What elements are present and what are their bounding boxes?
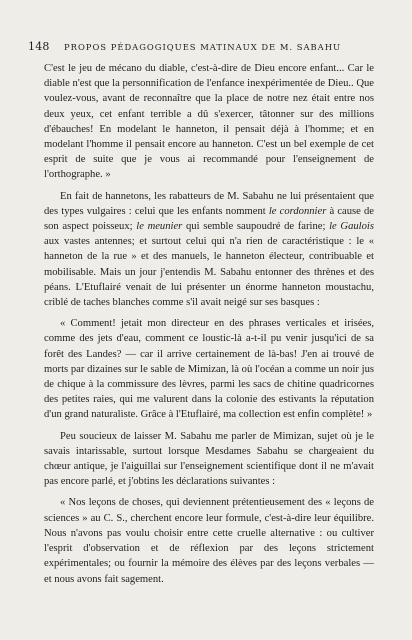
paragraph-3: « Comment! jetait mon directeur en des phrases verticales et irisées, comme des jets d'eau, comment ce loustic-là a-t-il pu venir jusqu'ici de sa forêt des Landes? — car il arrive certainement de là-bas! J'en ai trouvé de morts par dizaines sur le sable de Mimizan, là où l'océan a comme un noir jus de chique à la commissure des lèvres, parmi les sacs de chitine quadricornes des petites raies, qui me valurent dans la colonie des estivants la réputation d'un grand naturaliste. Grâce à l'Etuflairé, ma collection est enfin complète! » bbox=[44, 318, 374, 421]
paragraph-2-part-c: à cause de son aspect poisseux; bbox=[44, 205, 374, 233]
paragraph-2-part-e: qui semble saupoudré de farine; bbox=[182, 221, 330, 233]
paragraph-2 bbox=[44, 189, 374, 311]
term-cordonnier: le cordonnier bbox=[268, 205, 327, 217]
term-meunier: le meunier bbox=[136, 221, 183, 233]
paragraph-5: « Nos leçons de choses, qui deviennent prétentieusement des « leçons de sciences » au C. S., cherchent encore leur formule, c'est-à-dire leur équilibre. Nous n'avons pas voulu choisir entre cette cruelle alternative : ou cultiver l'esprit d'observation et de réflexion par des leçons strictement expérimentales; ou fournir la mémoire des élèves par des leçons verbales — et nous avons fait sagement. bbox=[44, 497, 374, 585]
term-gaulois: le Gaulois bbox=[329, 221, 374, 233]
body-text bbox=[44, 61, 374, 587]
page-number: 148 bbox=[28, 40, 50, 53]
paragraph-2-part-g: aux vastes antennes; et surtout celui qui n'a rien de caractéristique : le « hanneton de la rue » et des manuels, le hanneton électeur, contribuable et mobilisable. Mais un jour j'entendis M. Sabahu entonner des thrènes et des péans. L'Etuflairé venait de lui présenter un énorme hanneton moustachu, criblé de taches blanches comme s'il avait neigé sur ses basques : bbox=[44, 236, 374, 309]
paragraph-1: C'est le jeu de mécano du diable, c'est-à-dire de Dieu encore enfant... Car le diable n'est que la personnification de l'enfance inexpérimentée de Dieu.. Que voulez-vous, avant de reconnaître que la place de notre nez était entre nos deux yeux, cet enfant terrible a dû s'exercer, tâtonner sur des millions d'ébauches! En modelant le hanneton, il pensait déjà à l'homme; et en modelant l'homme il pensait encore au hanneton. C'est un bel exemple de cet esprit de suite que je vous ai recommandé pour l'enseignement de l'orthographe. » bbox=[44, 63, 374, 181]
page-header bbox=[28, 40, 388, 53]
running-title: PROPOS PÉDAGOGIQUES MATINAUX DE M. SABAHU bbox=[64, 42, 342, 52]
paragraph-4: Peu soucieux de laisser M. Sabahu me parler de Mimizan, sujet où je le savais intarissable, surtout lorsque Mesdames Sabahu se chargeaient du chœur antique, je l'aiguillai sur l'enseignement scientifique dont il ne m'avait pas encore parlé, et j'obtins les déclarations suivantes : bbox=[44, 430, 374, 488]
paragraph-2-part-a: En fait de hannetons, les rabatteurs de M. Sabahu ne lui présentaient que des types vulgaires : celui que les enfants nomment bbox=[44, 190, 374, 217]
